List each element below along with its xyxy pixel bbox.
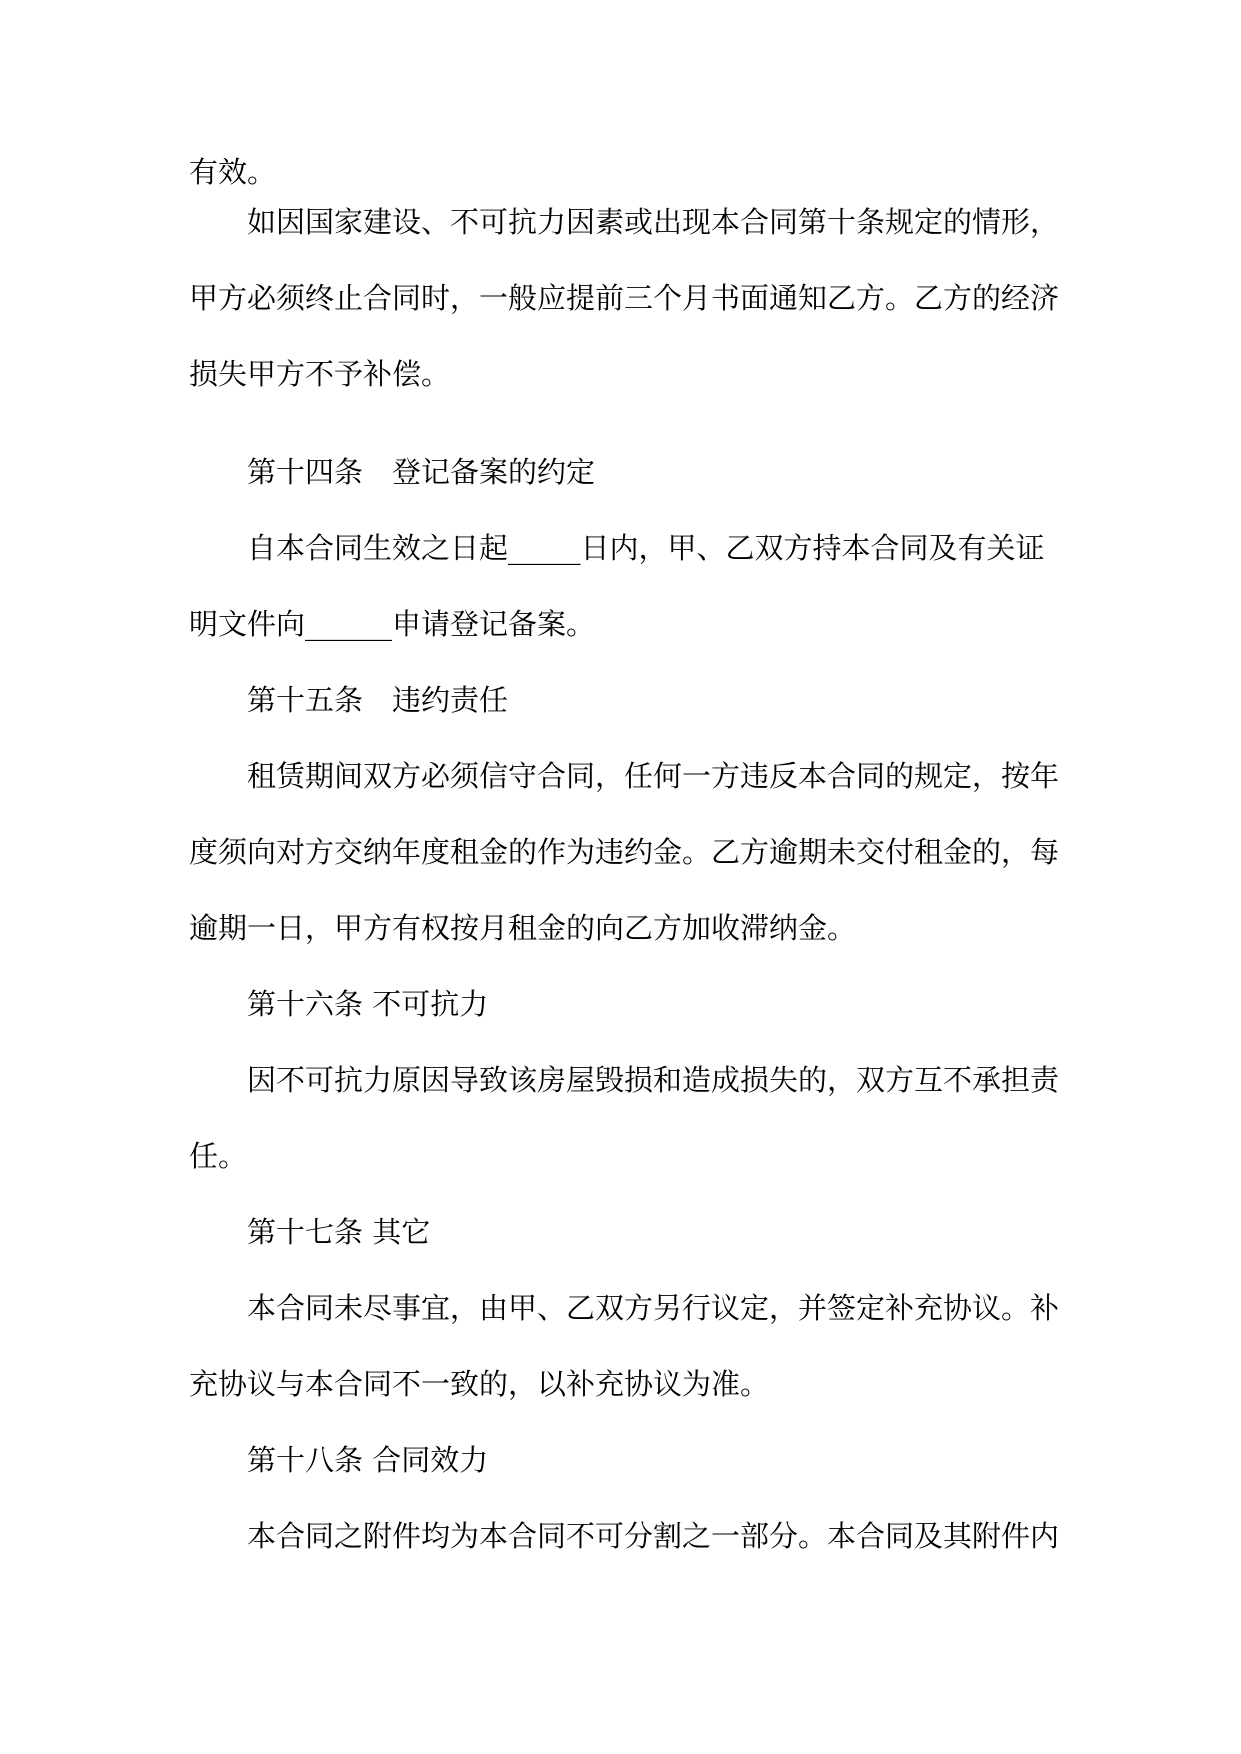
paragraph-line: 明文件向______申请登记备案。: [189, 607, 596, 641]
section-heading: 第十四条 登记备案的约定: [247, 455, 596, 489]
paragraph-line: 因不可抗力原因导致该房屋毁损和造成损失的，双方互不承担责: [247, 1063, 1060, 1097]
section-heading: 第十五条 违约责任: [247, 683, 509, 717]
paragraph-line: 逾期一日，甲方有权按月租金的向乙方加收滞纳金。: [189, 911, 857, 945]
section-heading: 第十八条 合同效力: [247, 1443, 489, 1477]
section-heading: 第十七条 其它: [247, 1215, 431, 1249]
paragraph-line: 度须向对方交纳年度租金的作为违约金。乙方逾期未交付租金的，每: [189, 835, 1060, 869]
paragraph-line: 如因国家建设、不可抗力因素或出现本合同第十条规定的情形，: [247, 205, 1060, 239]
paragraph-line: 租赁期间双方必须信守合同，任何一方违反本合同的规定，按年: [247, 759, 1060, 793]
paragraph-line: 有效。: [189, 155, 277, 189]
paragraph-line: 甲方必须终止合同时，一般应提前三个月书面通知乙方。乙方的经济: [189, 281, 1060, 315]
section-heading: 第十六条 不可抗力: [247, 987, 489, 1021]
paragraph-line: 充协议与本合同不一致的，以补充协议为准。: [189, 1367, 770, 1401]
paragraph-line: 本合同未尽事宜，由甲、乙双方另行议定，并签定补充协议。补: [247, 1291, 1060, 1325]
paragraph-line: 自本合同生效之日起_____日内，甲、乙双方持本合同及有关证: [247, 531, 1045, 565]
paragraph-line: 损失甲方不予补偿。: [189, 357, 451, 391]
paragraph-line: 任。: [189, 1139, 248, 1173]
paragraph-line: 本合同之附件均为本合同不可分割之一部分。本合同及其附件内: [247, 1519, 1060, 1553]
